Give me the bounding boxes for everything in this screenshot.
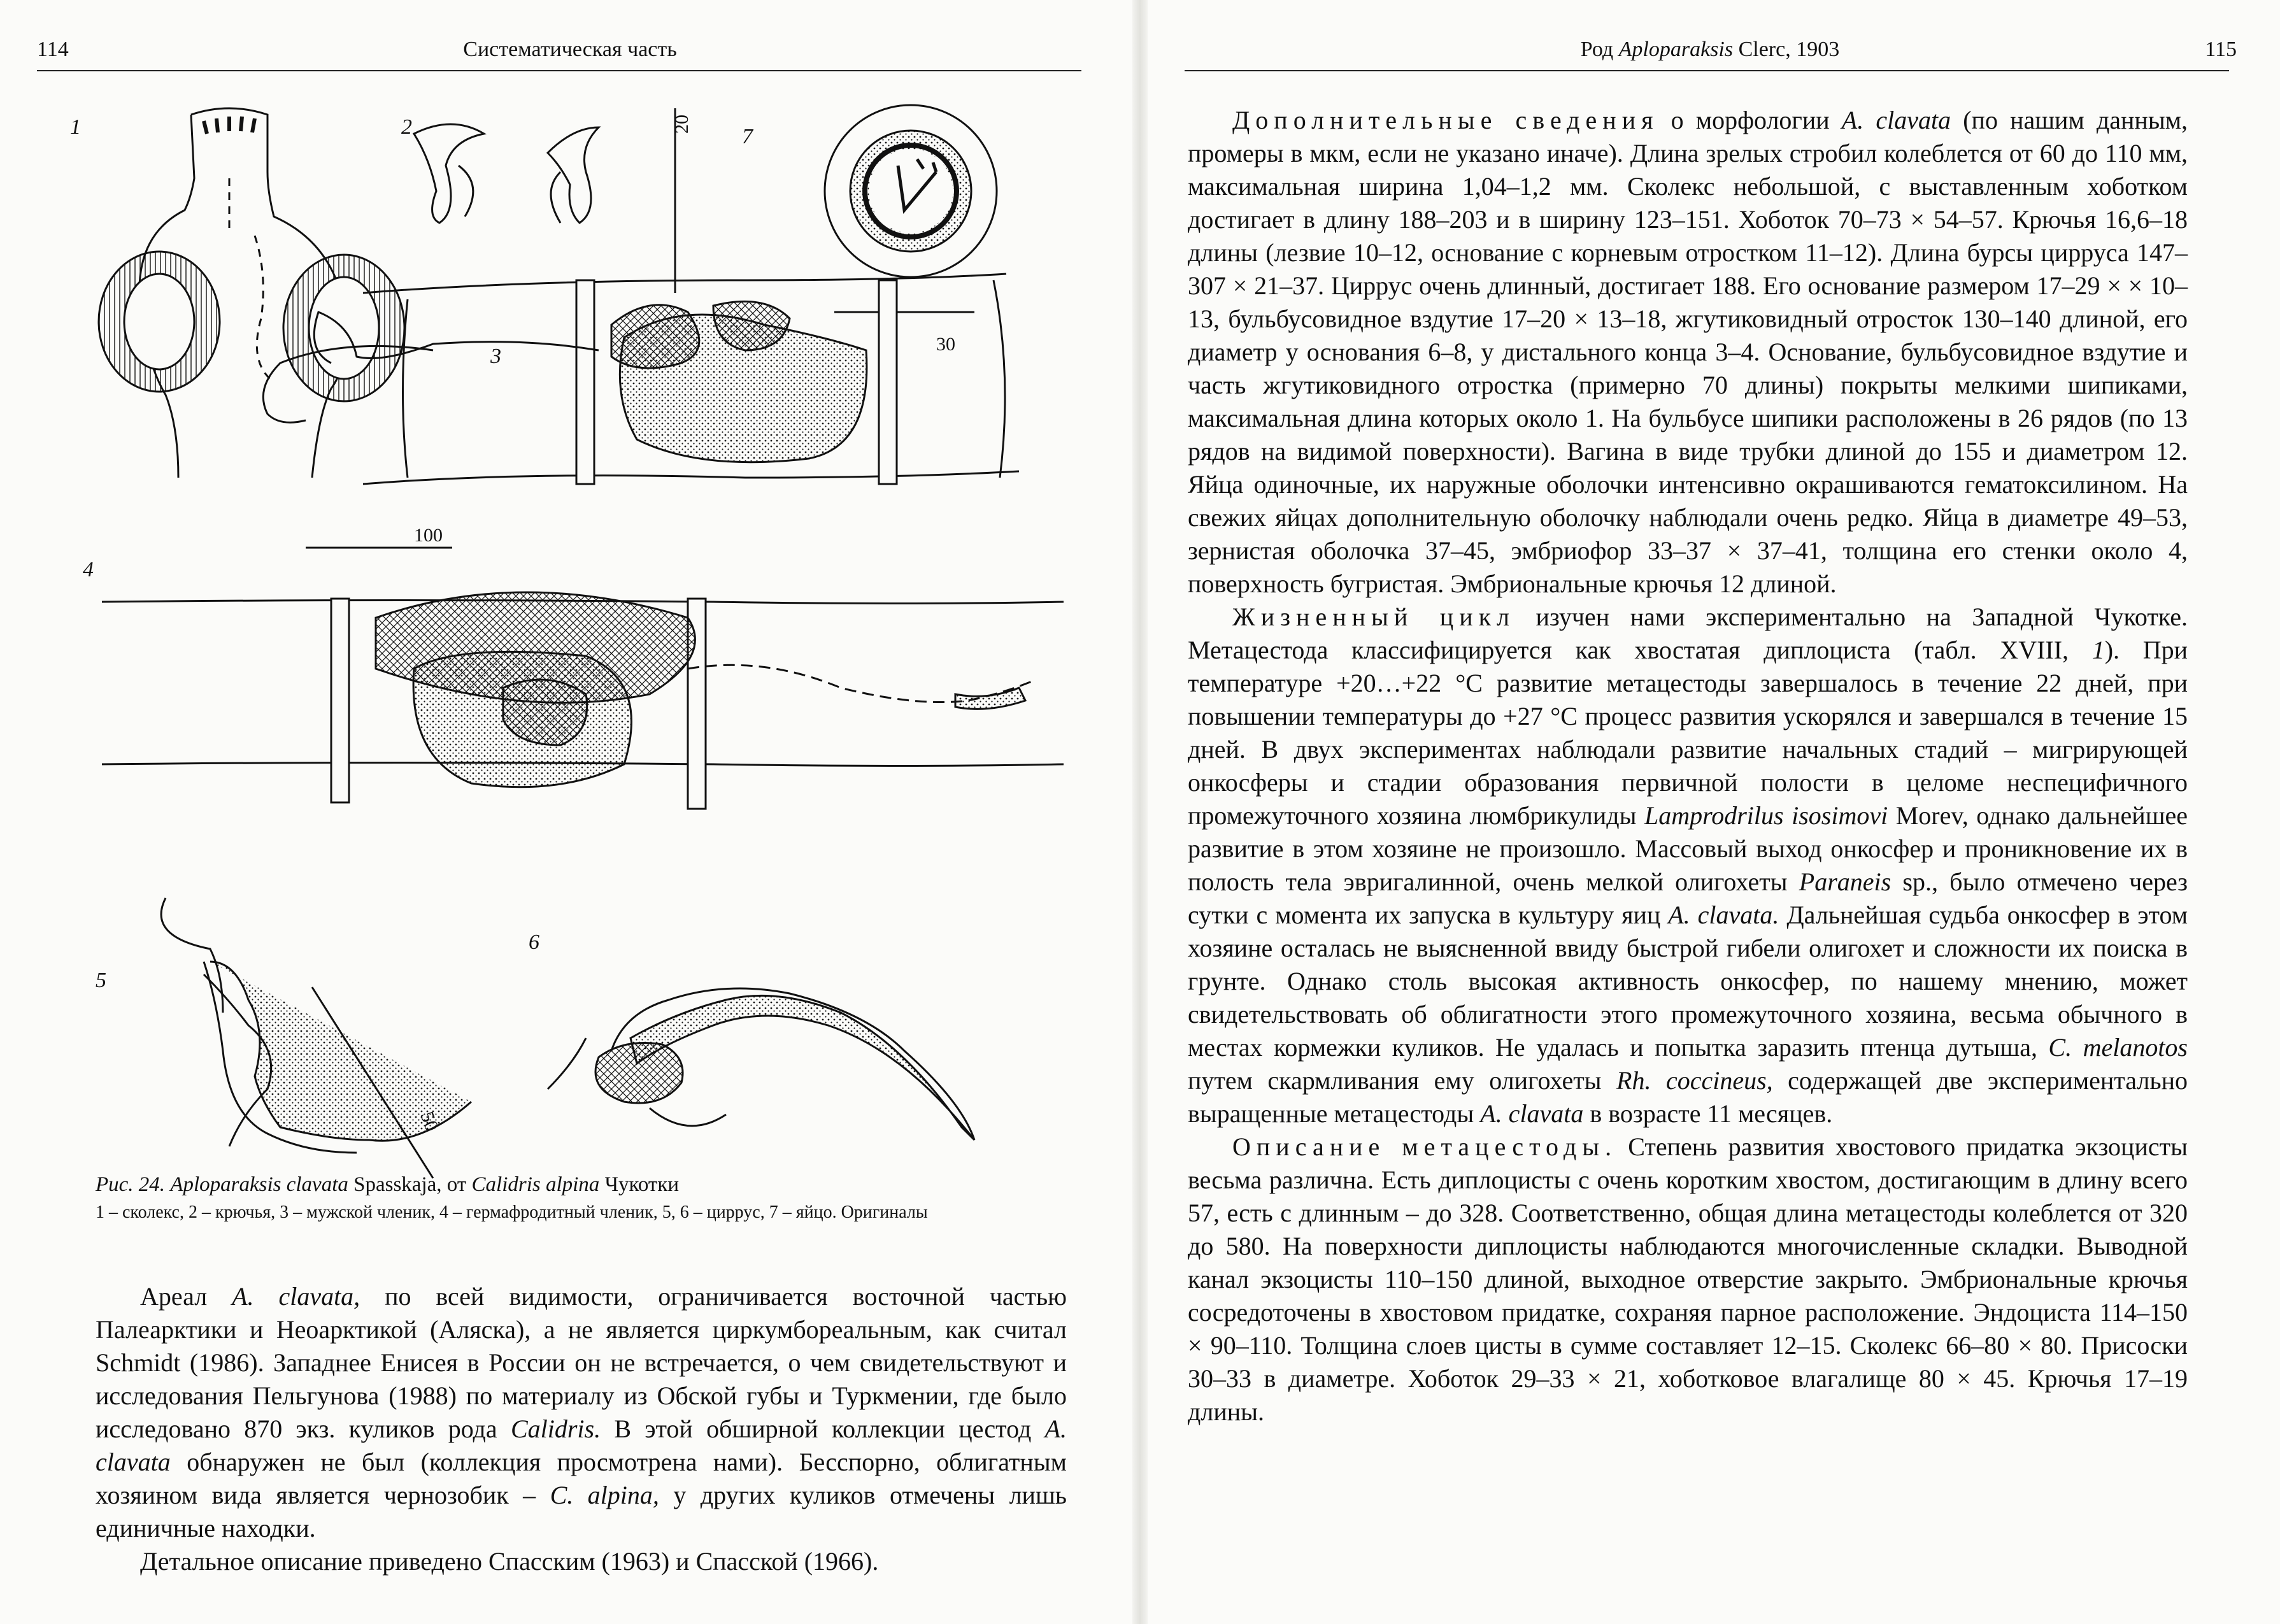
paragraph-areal: Ареал A. clavata, по всей видимости, ограничивается восточной частью Палеарктики и Неоарктикой (Аляска), а не является циркумбореальным, как считал Schmidt (1986). Западнее Енисея в России он не встречается, о чем свидетельствуют и исследования Пельгунова (1988) по материалу из Обской губы и Туркмении, где было исследовано 870 экз. куликов рода Calidris. В этой обширной коллекции цестод A. clavata обнаружен не был (коллекция просмотрена нами). Бесспорно, облигатным хозяином вида является чернозобик – C. alpina, у других куликов отмечены лишь единичные находки. — [96, 1282, 1067, 1542]
scale-label-30: 30 — [936, 334, 955, 355]
right-body-text — [1188, 104, 2188, 1428]
figure-label-2: 2 — [401, 115, 412, 139]
right-header-rule — [1185, 70, 2229, 71]
left-running-head: Систематическая часть — [463, 38, 677, 61]
figure-label-7: 7 — [742, 125, 753, 148]
left-header-rule — [37, 70, 1081, 71]
scale-label-50: 50 — [416, 1109, 443, 1134]
figure-label-3: 3 — [490, 345, 501, 368]
paragraph-metacestode-description: Описание метацестоды. Степень развития хвостового придатка экзоцисты весьма различна. Есть диплоцисты с очень коротким хвостом, достигающим в длину всего 57, есть с длинным – до 328. Соответственно, общая длина метацестоды колеблется от 320 до 580. На поверхности диплоцисты наблюдаются многочисленные складки. Выводной канал экзоцисты 110–150 длиной, выходное отверстие закрыто. Эмбриональные крючья сосредоточены в хвостовом придатке, сохраняя парное расположение. Эндоциста 114–150 × 90–110. Толщина слоев цисты в сумме составляет 12–15. Сколекс 66–80 × 80. Присоски 30–33 в диаметре. Хоботок 29–33 × 21, хоботковое влагалище 80 × 45. Крючья 17–19 длины. — [1188, 1132, 2188, 1426]
paragraph-life-cycle: Жизненный цикл изучен нами экспериментально на Западной Чукотке. Метацестода классифицируется как хвостатая диплоциста (табл. XVIII, 1). При температуре +20…+22 °С развитие метацестоды завершалось в течение 22 дней, при повышении температуры до +27 °С процесс развития ускорялся и завершался в течение 15 дней. В двух экспериментах наблюдали развитие начальных стадий – мигрирующей онкосферы и стадии образования первичной полости в целоме неспецифичного промежуточного хозяина люмбрикулиды Lamprodrilus isosimovi Morev, однако дальнейшее развитие в этом хозяине не произошло. Массовый выход онкосфер и проникновение их в полость тела эвригалинной, очень мелкой олигохеты Paraneis sp., было отмечено через сутки с момента их запуска в культуру яиц A. clavata. Дальнейшая судьба онкосфер в этом хозяине осталась не выясненной ввиду быстрой гибели олигохет и сложности их поиска в грунте. Однако столь высокая активность онкосфер, по нашему мнению, может свидетельствовать об облигатности этого промежуточного хозяина, весьма обычного в местах кормежки куликов. Не удалась и попытка заразить птенца дутыша, C. melanotos путем скармливания ему олигохеты Rh. coccineus, содержащей две экспериментально выращенные метацестоды A. clavata в возрасте 11 месяцев. — [1188, 602, 2188, 1128]
figure-label-1: 1 — [70, 115, 81, 139]
caption-prefix: Рис. 24. — [96, 1173, 166, 1196]
left-page-number: 114 — [37, 38, 69, 61]
caption-species: Aploparaksis clavata — [170, 1173, 348, 1196]
panel-5-cirrus — [161, 898, 471, 1178]
right-page-number: 115 — [2205, 38, 2237, 61]
right-running-head: Род Aploparaksis Clerc, 1903 — [1580, 38, 1840, 61]
right-page — [1140, 0, 2280, 1624]
panel-1-scolex — [99, 108, 404, 478]
figure-label-6: 6 — [529, 930, 539, 954]
panel-7-egg — [825, 105, 997, 277]
caption-location: Чукотки — [604, 1173, 680, 1196]
figure-24 — [70, 96, 1070, 1153]
paragraph-detailed-description: Детальное описание приведено Спасским (1963) и Спасской (1966). — [140, 1547, 879, 1576]
panel-6-cirrus — [548, 988, 974, 1140]
figure-drawing — [70, 96, 1070, 1153]
caption-host: Calidris alpina — [471, 1173, 600, 1196]
scale-label-100: 100 — [414, 525, 443, 546]
figure-label-4: 4 — [83, 558, 94, 581]
left-body-text — [96, 1280, 1067, 1578]
caption-author: Spasskaja, от — [353, 1173, 467, 1196]
figure-legend: 1 – сколекс, 2 – крючья, 3 – мужской членик, 4 – гермафродитный членик, 5, 6 – циррус, 7 – яйцо. Оригиналы — [96, 1202, 928, 1222]
scale-label-20: 20 — [671, 115, 692, 134]
panel-2-hooks — [414, 124, 599, 223]
figure-label-5: 5 — [96, 969, 106, 992]
panel-4-hermaphroditic-segment — [102, 592, 1064, 809]
figure-caption-title — [96, 1171, 1089, 1199]
paragraph-additional-data: Дополнительные сведения о морфологии A. clavata (по нашим данным, промеры в мкм, если не указано иначе). Длина зрелых стробил колеблется от 60 до 110 мм, максимальная ширина 1,04–1,2 мм. Сколекс небольшой, с выставленным хоботком достигает в длину 188–203 и в ширину 123–151. Хоботок 70–73 × 54–57. Крючья 16,6–18 длины (лезвие 10–12, основание с корневым отростком 11–12). Длина бурсы цирруса 147–307 × 21–37. Циррус очень длинный, достигает 188. Его основание размером 17–29 × × 10–13, бульбусовидное вздутие 17–20 × 13–18, жгутиковидный отросток 130–140 длиной, его диаметр у основания 6–8, у дистального конца 3–4. Основание, бульбусовидное вздутие и часть жгутиковидного отростка (примерно 70 длины) покрыты мелкими шипиками, максимальная длина которых около 1. На бульбусе шипики расположены в 26 рядов (по 13 рядов на видимой поверхности). Вагина в виде трубки длиной до 155 и диаметром 12. Яйца одиночные, их наружные оболочки интенсивно окрашиваются гематоксилином. На свежих яйцах дополнительную оболочку наблюдали очень редко. Яйца в диаметре 49–53, зернистая оболочка 37–45, эмбриофор 33–37 × 37–41, толщина его стенки около 4, поверхность бугристая. Эмбриональные крючья 12 длиной. — [1188, 106, 2188, 598]
